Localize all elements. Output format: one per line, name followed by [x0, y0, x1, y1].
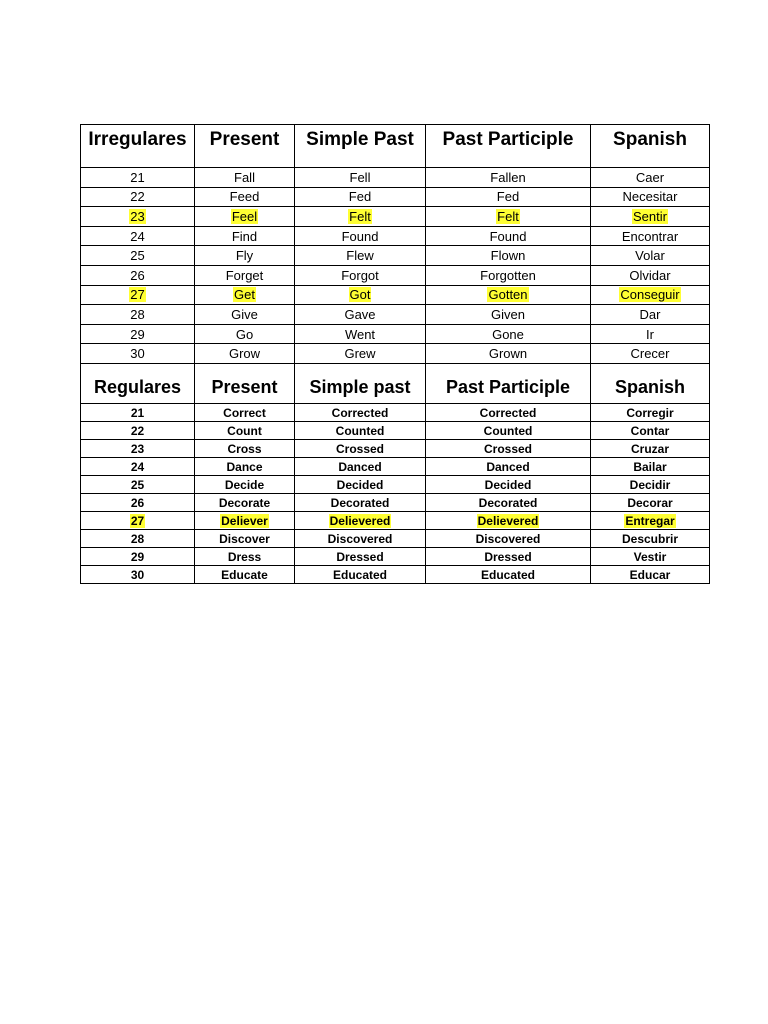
regular-cell-simple-past-text: Corrected — [331, 405, 389, 420]
regular-cell-past-participle — [426, 512, 591, 530]
regular-cell-number — [81, 530, 195, 548]
irregular-cell-simple-past-text: Flew — [346, 248, 374, 264]
irregular-cell-number — [81, 226, 195, 246]
regular-cell-number-text: 29 — [130, 549, 145, 564]
irregular-table-row — [81, 207, 710, 227]
regular-cell-past-participle-text: Decorated — [478, 495, 538, 510]
regular-cell-spanish — [591, 422, 710, 440]
regular-cell-past-participle — [426, 530, 591, 548]
irregular-cell-simple-past — [295, 305, 426, 325]
irregular-table-row — [81, 226, 710, 246]
regular-cell-present-text: Correct — [223, 405, 266, 420]
irregular-cell-past-participle — [426, 265, 591, 285]
regular-cell-spanish-text: Descubrir — [621, 531, 679, 546]
irregular-cell-number-text: 27 — [130, 287, 145, 303]
regular-cell-number — [81, 548, 195, 566]
irregular-cell-simple-past-text: Fell — [349, 169, 371, 185]
irregular-table-row — [81, 168, 710, 188]
regular-cell-simple-past-text: Counted — [335, 423, 385, 438]
irregular-cell-past-participle — [426, 324, 591, 344]
regular-cell-present — [195, 566, 295, 584]
regular-table-row — [81, 440, 710, 458]
regular-cell-simple-past — [295, 512, 426, 530]
regular-cell-simple-past-text: Decorated — [330, 495, 390, 510]
irregular-cell-spanish — [591, 285, 710, 305]
regular-cell-past-participle-text: Danced — [486, 459, 530, 474]
irregular-cell-past-participle-text: Given — [491, 306, 525, 322]
regular-cell-past-participle — [426, 404, 591, 422]
irregular-cell-past-participle-text: Forgotten — [480, 267, 536, 283]
irregular-cell-present — [195, 324, 295, 344]
regular-cell-simple-past-text: Delievered — [329, 513, 391, 528]
regular-cell-spanish-text: Cruzar — [630, 441, 669, 456]
regular-cell-spanish-text: Contar — [630, 423, 670, 438]
regular-cell-simple-past-text: Danced — [338, 459, 382, 474]
regular-cell-number-text: 30 — [130, 567, 145, 582]
regular-cell-spanish-text: Vestir — [633, 549, 667, 564]
irregular-cell-simple-past-text: Forgot — [341, 267, 379, 283]
irregular-cell-past-participle-text: Fed — [496, 189, 520, 205]
irregular-cell-past-participle-text: Flown — [490, 248, 526, 264]
irregular-header-spanish: Spanish — [591, 125, 710, 168]
regular-cell-spanish-text: Decorar — [627, 495, 673, 510]
regular-cell-number — [81, 494, 195, 512]
regular-cell-past-participle — [426, 476, 591, 494]
irregular-cell-present-text: Give — [231, 306, 258, 322]
irregular-table-row — [81, 344, 710, 364]
regular-cell-spanish — [591, 440, 710, 458]
regular-header-present: Present — [195, 364, 295, 404]
regular-table-row — [81, 566, 710, 584]
regular-cell-present — [195, 404, 295, 422]
regular-cell-number-text: 21 — [130, 405, 145, 420]
irregular-cell-simple-past — [295, 285, 426, 305]
regular-cell-spanish-text: Entregar — [625, 513, 675, 528]
irregular-cell-simple-past-text: Got — [349, 287, 371, 303]
regular-cell-simple-past — [295, 422, 426, 440]
irregular-cell-spanish — [591, 324, 710, 344]
regular-cell-past-participle-text: Educated — [480, 567, 535, 582]
regular-cell-past-participle-text: Crossed — [483, 441, 533, 456]
regular-cell-number-text: 25 — [130, 477, 145, 492]
irregular-cell-simple-past-text: Found — [341, 228, 379, 244]
irregular-cell-past-participle-text: Grown — [488, 346, 528, 362]
regular-cell-spanish — [591, 566, 710, 584]
irregular-cell-simple-past — [295, 265, 426, 285]
irregular-cell-number-text: 24 — [130, 228, 145, 244]
regular-table-row — [81, 422, 710, 440]
regular-header-past-participle: Past Participle — [426, 364, 591, 404]
regular-cell-spanish — [591, 494, 710, 512]
irregular-cell-number-text: 21 — [130, 169, 145, 185]
irregular-cell-spanish-text: Olvidar — [629, 267, 671, 283]
irregular-cell-past-participle-text: Found — [489, 228, 527, 244]
regular-cell-present — [195, 548, 295, 566]
regular-cell-number-text: 22 — [130, 423, 145, 438]
regular-cell-simple-past-text: Discovered — [327, 531, 393, 546]
irregular-cell-spanish-text: Volar — [635, 248, 665, 264]
regular-cell-simple-past — [295, 458, 426, 476]
irregular-cell-simple-past — [295, 168, 426, 188]
regular-cell-simple-past — [295, 566, 426, 584]
irregular-cell-past-participle — [426, 226, 591, 246]
regular-verbs-table — [80, 363, 710, 584]
regular-cell-simple-past-text: Decided — [336, 477, 384, 492]
irregular-cell-number — [81, 265, 195, 285]
regular-cell-simple-past — [295, 548, 426, 566]
regular-cell-simple-past-text: Dressed — [336, 549, 384, 564]
regular-cell-present — [195, 458, 295, 476]
irregular-cell-number-text: 29 — [130, 326, 145, 342]
regular-cell-number — [81, 422, 195, 440]
irregular-cell-spanish — [591, 344, 710, 364]
regular-cell-simple-past — [295, 440, 426, 458]
regular-header-spanish: Spanish — [591, 364, 710, 404]
regular-cell-spanish-text: Bailar — [633, 459, 667, 474]
regular-cell-present-text: Educate — [221, 567, 268, 582]
irregular-cell-past-participle-text: Gotten — [488, 287, 528, 303]
regular-cell-number — [81, 440, 195, 458]
irregular-cell-simple-past — [295, 207, 426, 227]
irregular-table-row — [81, 285, 710, 305]
irregular-header-row — [81, 125, 710, 168]
regular-cell-spanish-text: Corregir — [626, 405, 674, 420]
regular-cell-present — [195, 512, 295, 530]
irregular-cell-number — [81, 187, 195, 207]
irregular-cell-present-text: Get — [234, 287, 255, 303]
regular-cell-present-text: Deliever — [221, 513, 268, 528]
irregular-cell-past-participle — [426, 344, 591, 364]
regular-cell-present — [195, 494, 295, 512]
irregular-cell-number-text: 23 — [130, 208, 145, 224]
irregular-cell-present — [195, 265, 295, 285]
irregular-cell-simple-past — [295, 246, 426, 266]
irregular-header-simple-past: Simple Past — [295, 125, 426, 168]
irregular-cell-number-text: 22 — [130, 189, 145, 205]
irregular-cell-spanish-text: Dar — [639, 306, 661, 322]
regular-cell-number-text: 27 — [130, 513, 145, 528]
regular-header-row — [81, 364, 710, 404]
regular-cell-simple-past — [295, 494, 426, 512]
irregular-header-present: Present — [195, 125, 295, 168]
regular-header-category: Regulares — [81, 364, 195, 404]
irregular-cell-present-text: Fly — [235, 248, 254, 264]
regular-cell-past-participle-text: Corrected — [479, 405, 537, 420]
regular-cell-past-participle — [426, 440, 591, 458]
irregular-cell-present-text: Go — [235, 326, 254, 342]
irregular-cell-number — [81, 207, 195, 227]
irregular-cell-present — [195, 168, 295, 188]
regular-cell-past-participle — [426, 566, 591, 584]
irregular-table-row — [81, 246, 710, 266]
irregular-header-past-participle: Past Participle — [426, 125, 591, 168]
irregular-cell-present-text: Feed — [229, 189, 260, 205]
regular-cell-number — [81, 512, 195, 530]
irregular-cell-simple-past-text: Felt — [349, 208, 371, 224]
regular-cell-present-text: Count — [227, 423, 262, 438]
irregular-cell-simple-past-text: Went — [344, 326, 376, 342]
irregular-cell-spanish — [591, 207, 710, 227]
irregular-cell-simple-past-text: Fed — [348, 189, 372, 205]
irregular-cell-number — [81, 324, 195, 344]
regular-cell-simple-past — [295, 530, 426, 548]
irregular-verbs-table — [80, 124, 710, 364]
regular-cell-simple-past — [295, 404, 426, 422]
irregular-cell-number — [81, 344, 195, 364]
irregular-cell-number-text: 30 — [130, 346, 145, 362]
irregular-cell-number — [81, 168, 195, 188]
regular-cell-spanish — [591, 458, 710, 476]
irregular-cell-past-participle — [426, 285, 591, 305]
irregular-cell-past-participle — [426, 168, 591, 188]
regular-cell-present — [195, 422, 295, 440]
regular-header-simple-past: Simple past — [295, 364, 426, 404]
irregular-cell-spanish-text: Caer — [635, 169, 665, 185]
regular-cell-spanish-text: Educar — [629, 567, 671, 582]
irregular-cell-spanish — [591, 305, 710, 325]
regular-cell-present — [195, 476, 295, 494]
regular-cell-number — [81, 458, 195, 476]
irregular-cell-spanish — [591, 168, 710, 188]
regular-cell-past-participle-text: Decided — [484, 477, 532, 492]
regular-cell-spanish — [591, 512, 710, 530]
regular-cell-simple-past-text: Crossed — [335, 441, 385, 456]
regular-table-row — [81, 530, 710, 548]
irregular-cell-present — [195, 226, 295, 246]
regular-cell-spanish — [591, 530, 710, 548]
regular-cell-present-text: Decide — [224, 477, 265, 492]
regular-cell-past-participle-text: Counted — [483, 423, 533, 438]
regular-table-row — [81, 404, 710, 422]
regular-cell-spanish — [591, 548, 710, 566]
irregular-cell-past-participle — [426, 207, 591, 227]
irregular-cell-spanish — [591, 265, 710, 285]
irregular-cell-present — [195, 207, 295, 227]
irregular-cell-number — [81, 246, 195, 266]
irregular-cell-number-text: 26 — [130, 267, 145, 283]
regular-cell-present — [195, 530, 295, 548]
regular-cell-number-text: 24 — [130, 459, 145, 474]
regular-cell-present-text: Decorate — [218, 495, 271, 510]
regular-cell-simple-past — [295, 476, 426, 494]
regular-cell-past-participle — [426, 458, 591, 476]
regular-table-row — [81, 512, 710, 530]
irregular-cell-present — [195, 344, 295, 364]
regular-cell-number — [81, 476, 195, 494]
irregular-cell-present — [195, 285, 295, 305]
regular-cell-present-text: Dress — [227, 549, 262, 564]
irregular-cell-past-participle-text: Felt — [497, 208, 519, 224]
irregular-cell-present-text: Feel — [231, 208, 258, 224]
irregular-cell-past-participle — [426, 187, 591, 207]
regular-cell-number-text: 23 — [130, 441, 145, 456]
regular-cell-past-participle — [426, 548, 591, 566]
irregular-cell-number-text: 28 — [130, 306, 145, 322]
irregular-cell-past-participle — [426, 246, 591, 266]
irregular-cell-spanish-text: Crecer — [630, 346, 670, 362]
regular-cell-present-text: Dance — [226, 459, 263, 474]
regular-cell-number — [81, 566, 195, 584]
irregular-cell-present — [195, 187, 295, 207]
regular-cell-past-participle-text: Delievered — [477, 513, 539, 528]
irregular-cell-present-text: Forget — [225, 267, 264, 283]
irregular-cell-spanish — [591, 226, 710, 246]
irregular-cell-number — [81, 305, 195, 325]
regular-cell-past-participle — [426, 422, 591, 440]
regular-cell-present-text: Discover — [219, 531, 270, 546]
regular-table-row — [81, 494, 710, 512]
regular-cell-number — [81, 404, 195, 422]
irregular-cell-simple-past — [295, 226, 426, 246]
regular-cell-present-text: Cross — [227, 441, 262, 456]
regular-table-row — [81, 476, 710, 494]
irregular-cell-present — [195, 246, 295, 266]
irregular-cell-spanish — [591, 187, 710, 207]
irregular-cell-past-participle-text: Fallen — [490, 169, 526, 185]
regular-table-row — [81, 458, 710, 476]
regular-cell-simple-past-text: Educated — [332, 567, 387, 582]
irregular-cell-simple-past-text: Grew — [344, 346, 376, 362]
irregular-table-row — [81, 305, 710, 325]
regular-table-row — [81, 548, 710, 566]
irregular-cell-spanish-text: Necesitar — [622, 189, 678, 205]
irregular-cell-spanish-text: Encontrar — [621, 228, 679, 244]
regular-cell-past-participle-text: Dressed — [484, 549, 532, 564]
irregular-cell-spanish — [591, 246, 710, 266]
irregular-table-row — [81, 324, 710, 344]
irregular-cell-number — [81, 285, 195, 305]
irregular-header-category: Irregulares — [81, 125, 195, 168]
irregular-cell-simple-past-text: Gave — [344, 306, 376, 322]
irregular-cell-past-participle — [426, 305, 591, 325]
irregular-cell-simple-past — [295, 324, 426, 344]
irregular-cell-present-text: Find — [231, 228, 258, 244]
regular-cell-spanish-text: Decidir — [629, 477, 671, 492]
irregular-cell-present — [195, 305, 295, 325]
irregular-cell-simple-past — [295, 187, 426, 207]
irregular-cell-number-text: 25 — [130, 248, 145, 264]
regular-cell-present — [195, 440, 295, 458]
irregular-cell-spanish-text: Ir — [646, 326, 654, 342]
regular-cell-spanish — [591, 404, 710, 422]
irregular-cell-present-text: Fall — [234, 169, 255, 185]
irregular-table-row — [81, 187, 710, 207]
irregular-cell-simple-past — [295, 344, 426, 364]
irregular-cell-past-participle-text: Gone — [492, 326, 524, 342]
irregular-cell-spanish-text: Conseguir — [620, 287, 680, 303]
regular-cell-past-participle-text: Discovered — [475, 531, 541, 546]
regular-cell-past-participle — [426, 494, 591, 512]
irregular-cell-present-text: Grow — [228, 346, 261, 362]
regular-cell-number-text: 28 — [130, 531, 145, 546]
regular-cell-number-text: 26 — [130, 495, 145, 510]
regular-cell-spanish — [591, 476, 710, 494]
irregular-table-row — [81, 265, 710, 285]
irregular-cell-spanish-text: Sentir — [633, 208, 667, 224]
